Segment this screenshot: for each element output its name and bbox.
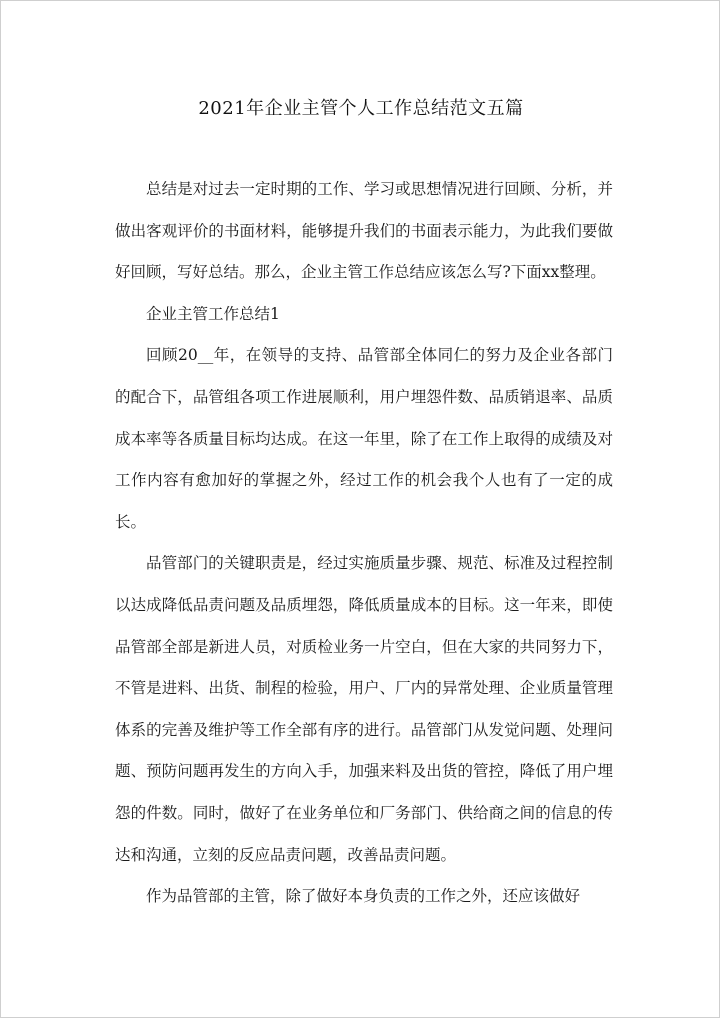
document-title: 2021年企业主管个人工作总结范文五篇 (198, 98, 524, 119)
paragraph-duties: 品管部门的关键职责是，经过实施质量步骤、规范、标准及过程控制以达成降低品责问题及品质埋怨，降低质量成本的目标。这一年来，即使品管部全部是新进人员，对质检业务一片空白，但在大家的共同努力下，不管是进料、出货、制程的检验，用户、厂内的异常处理、企业质量管理体系的完善及维护等工作全部有序的进行。品管部门从发觉问题、处理问题、预防问题再发生的方向入手，加强来料及出货的管控，降低了用户埋怨的件数。同时，做好了在业务单位和厂务部门、供给商之间的信息的传达和沟通，立刻的反应品责问题，改善品责问题。 (115, 554, 613, 864)
paragraph-review: 回顾20__年，在领导的支持、品管部全体同仁的努力及企业各部门的配合下，品管组各项工作进展顺利，用户埋怨件数、品质销退率、品质成本率等各质量目标均达成。在这一年里，除了在工作上取得的成绩及对工作内容有愈加好的掌握之外，经过工作的机会我个人也有了一定的成长。 (115, 346, 613, 531)
document-body (115, 169, 613, 918)
paragraph-supervisor: 作为品管部的主管，除了做好本身负责的工作之外，还应该做好 (146, 887, 581, 906)
paragraph-intro: 总结是对过去一定时期的工作、学习或思想情况进行回顾、分析，并做出客观评价的书面材料，能够提升我们的书面表示能力，为此我们要做好回顾，写好总结。那么，企业主管工作总结应该怎么写?下面xx整理。 (115, 180, 613, 282)
section-heading: 企业主管工作总结1 (146, 304, 280, 323)
